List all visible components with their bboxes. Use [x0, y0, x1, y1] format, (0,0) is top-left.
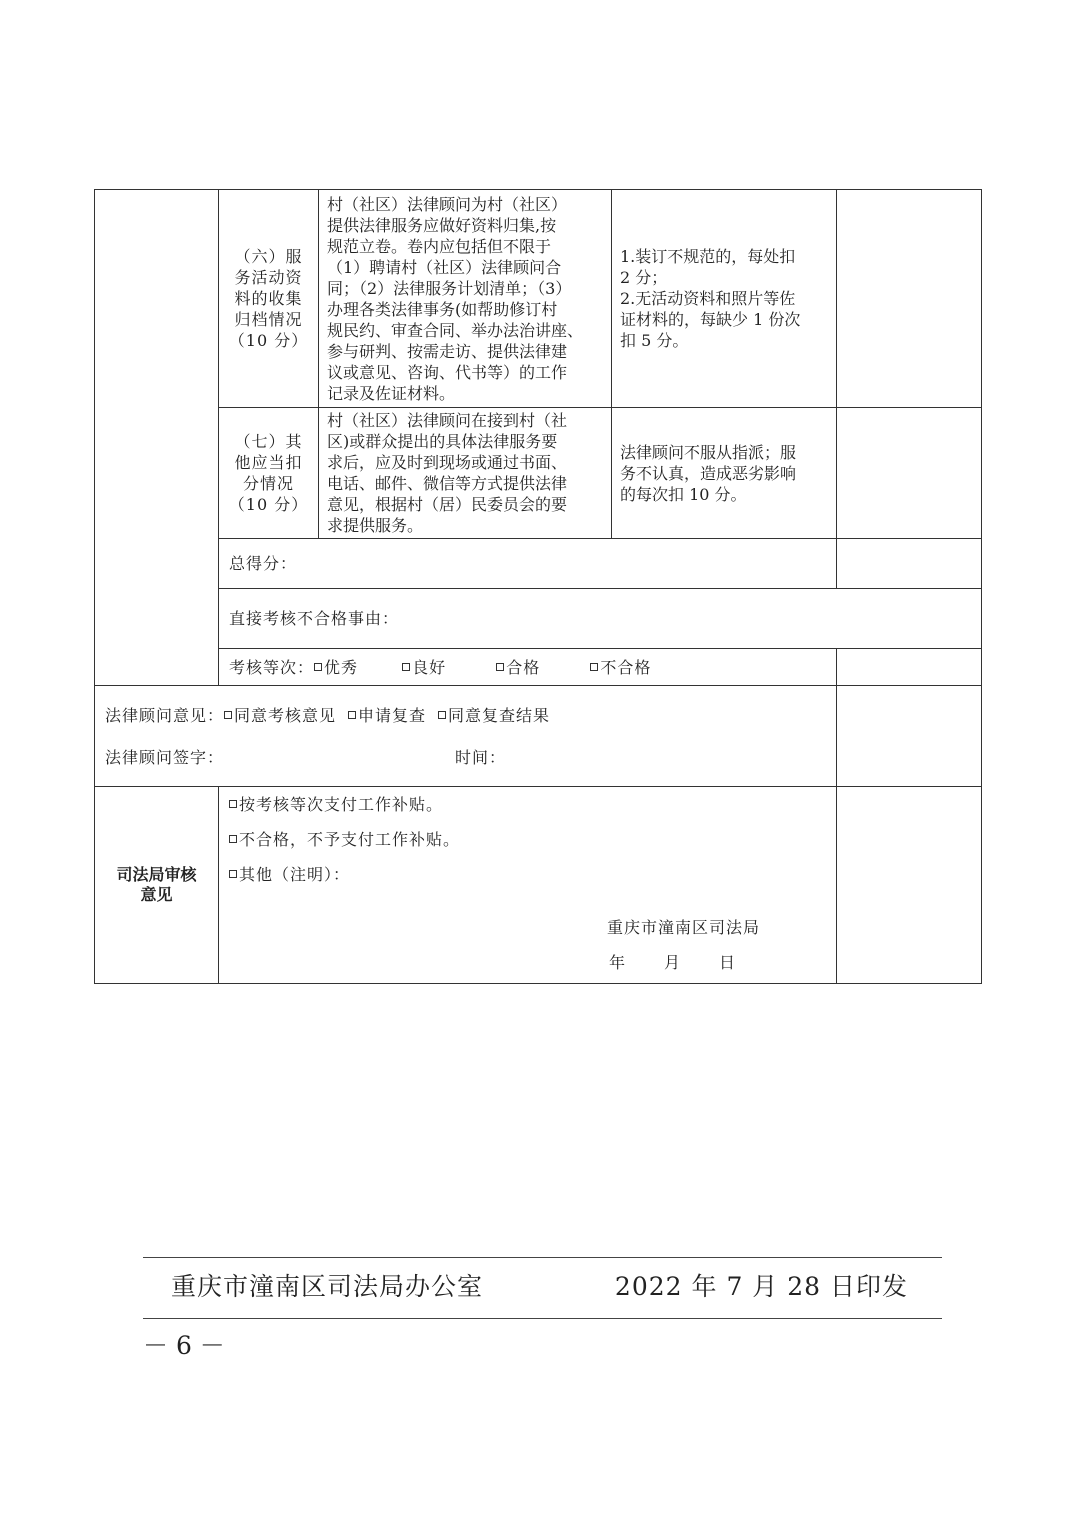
rule-text-line: 2.无活动资料和照片等佐	[620, 289, 796, 308]
item-archive-cell	[219, 190, 319, 408]
table-row-archive	[95, 190, 982, 408]
footer-office: 重庆市潼南区司法局办公室	[171, 1272, 484, 1301]
rule-text-line: 的每次扣 10 分。	[620, 484, 747, 504]
disqualify-cell[interactable]	[219, 589, 982, 649]
advisor-signature-label: 法律顾问签字：	[105, 747, 225, 767]
content-text-line: 区)或群众提出的具体法律服务要	[327, 432, 558, 451]
item-text-line: （10 分）	[228, 495, 309, 514]
disqualify-label: 直接考核不合格事由：	[229, 609, 400, 628]
rule-text-line: 务不认真，造成恶劣影响	[620, 463, 797, 483]
footer-top-rule	[143, 1257, 942, 1258]
rule-text-line: 2 分；	[620, 268, 668, 287]
bureau-review-cell	[219, 787, 837, 984]
table-row-advisor	[95, 686, 982, 787]
total-score-value-cell[interactable]	[837, 539, 982, 589]
content-text-line: 参与研判、按需走访、提供法律建	[327, 341, 568, 361]
request-review-checkbox[interactable]	[348, 711, 356, 719]
table-row-total-score	[95, 539, 982, 589]
advisor-opinion-line	[105, 694, 826, 736]
advisor-option-label: 申请复查	[358, 705, 427, 725]
bureau-option-line	[229, 822, 826, 857]
item-text-line: 他应当扣	[234, 453, 303, 472]
table-row-grade	[95, 649, 982, 686]
other-checkbox[interactable]	[229, 870, 237, 878]
footer-issue-date: 2022 年 7 月 28 日印发	[614, 1272, 908, 1301]
category-blank-cell	[95, 190, 219, 686]
assessment-table-container	[94, 189, 982, 984]
content-text-line: 同；（2）法律服务计划清单；（3）	[327, 278, 572, 298]
advisor-blank-cell[interactable]	[837, 686, 982, 787]
no-pay-checkbox[interactable]	[229, 835, 237, 843]
bureau-review-label: 司法局审核	[116, 865, 197, 884]
table-row-bureau	[95, 787, 982, 984]
content-text-line: 村（社区）法律顾问在接到村（社	[327, 411, 568, 430]
grade-good-checkbox[interactable]	[402, 663, 410, 671]
item-text-line: 料的收集	[234, 289, 303, 308]
footer-bottom-rule	[143, 1318, 942, 1319]
bureau-blank-cell[interactable]	[837, 787, 982, 984]
date-year: 年	[608, 953, 626, 972]
advisor-opinion-cell	[95, 686, 837, 787]
content-text-line: 议或意见、咨询、代书等）的工作	[327, 362, 568, 382]
bureau-option-line	[229, 857, 826, 892]
rule-other-cell	[612, 408, 837, 539]
rule-text-line: 扣 5 分。	[620, 331, 689, 350]
item-text-line: （10 分）	[228, 331, 309, 350]
content-text-line: （1）聘请村（社区）法律顾问合	[327, 257, 562, 277]
footer	[143, 1266, 942, 1308]
content-text-line: 意见，根据村（居）民委员会的要	[327, 495, 568, 514]
bureau-review-label-cell	[95, 787, 219, 984]
content-text-line: 办理各类法律事务(如帮助修订村	[327, 299, 558, 319]
advisor-option-label: 同意考核意见	[234, 705, 337, 725]
page-number: － 6 －	[143, 1331, 225, 1360]
bureau-org-name: 重庆市潼南区司法局	[606, 918, 760, 937]
grade-option-label: 不合格	[600, 657, 652, 677]
bureau-option-label: 其他（注明）：	[239, 865, 351, 884]
score-other-cell[interactable]	[837, 408, 982, 539]
content-text-line: 求后，应及时到现场或通过书面、	[327, 453, 568, 472]
bureau-option-label: 按考核等次支付工作补贴。	[239, 795, 444, 814]
item-other-cell	[219, 408, 319, 539]
bureau-date	[229, 945, 826, 980]
item-text-line: 务活动资	[234, 268, 303, 287]
grade-fail-checkbox[interactable]	[590, 663, 598, 671]
agree-assessment-checkbox[interactable]	[224, 711, 232, 719]
content-text-line: 记录及佐证材料。	[327, 383, 456, 403]
advisor-option-label: 同意复查结果	[448, 705, 551, 725]
grade-option-label: 良好	[412, 657, 447, 677]
rule-text-line: 1.装订不规范的，每处扣	[620, 247, 796, 266]
table-row-other-deductions	[95, 408, 982, 539]
item-text-line: 分情况	[242, 474, 294, 493]
grade-value-cell[interactable]	[837, 649, 982, 686]
rule-text-line: 证材料的，每缺少 1 份次	[620, 310, 801, 329]
grade-pass-checkbox[interactable]	[496, 663, 504, 671]
date-month: 月	[663, 953, 681, 972]
date-day: 日	[718, 953, 736, 972]
content-text-line: 规民约、审查合同、举办法治讲座、	[327, 320, 584, 340]
bureau-review-label: 意见	[140, 885, 173, 904]
item-text-line: （六）服	[234, 247, 303, 266]
advisor-time-label: 时间：	[455, 747, 507, 767]
rule-archive-cell	[612, 190, 837, 408]
agree-review-result-checkbox[interactable]	[438, 711, 446, 719]
grade-option-label: 优秀	[324, 657, 359, 677]
item-text-line: （七）其	[234, 432, 303, 451]
bureau-option-line	[229, 787, 826, 822]
total-score-label: 总得分：	[229, 554, 298, 573]
content-text-line: 求提供服务。	[327, 516, 424, 535]
grade-label: 考核等次：	[229, 657, 315, 677]
content-text-line: 村（社区）法律顾问为村（社区）	[327, 194, 568, 214]
content-archive-cell	[319, 190, 612, 408]
advisor-opinion-label: 法律顾问意见：	[105, 705, 225, 725]
grade-excellent-checkbox[interactable]	[314, 663, 322, 671]
bureau-option-label: 不合格，不予支付工作补贴。	[239, 830, 461, 849]
pay-by-grade-checkbox[interactable]	[229, 800, 237, 808]
grade-option-label: 合格	[506, 657, 541, 677]
rule-text-line: 法律顾问不服从指派；服	[620, 442, 797, 462]
content-text-line: 规范立卷。卷内应包括但不限于	[327, 236, 552, 256]
total-score-cell	[219, 539, 837, 589]
item-text-line: 归档情况	[234, 310, 303, 329]
bureau-signature-block	[229, 910, 826, 980]
assessment-table	[94, 189, 982, 984]
content-text-line: 电话、邮件、微信等方式提供法律	[327, 474, 568, 493]
content-text-line: 提供法律服务应做好资料归集,按	[327, 215, 557, 235]
score-archive-cell[interactable]	[837, 190, 982, 408]
advisor-signature-line	[105, 736, 826, 778]
grade-cell	[219, 649, 837, 686]
table-row-disqualify	[95, 589, 982, 649]
content-other-cell	[319, 408, 612, 539]
